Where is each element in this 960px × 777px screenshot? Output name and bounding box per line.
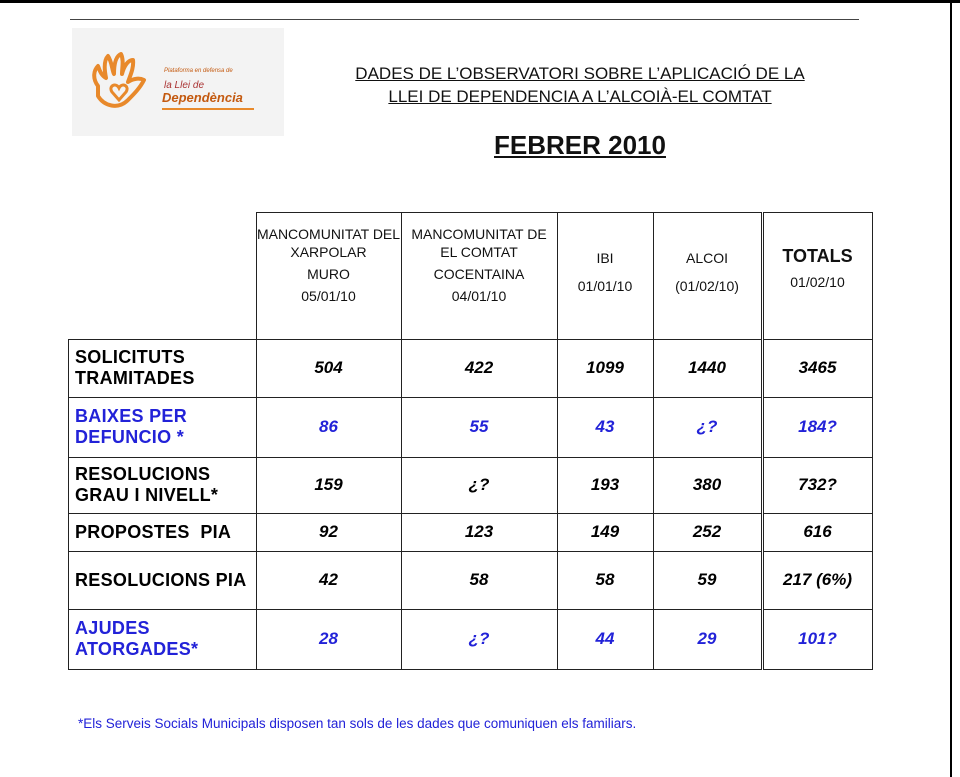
row-label: SOLICITUTS TRAMITADES <box>69 339 257 397</box>
column-header-comtat <box>401 213 557 340</box>
column-name: MANCOMUNITAT DEL XARPOLAR <box>256 226 401 260</box>
table-cell: 58 <box>401 551 557 609</box>
logo-tagline: Plataforma en defensa de <box>164 68 233 74</box>
table-cell: 1440 <box>653 339 762 397</box>
table-cell: 504 <box>256 339 401 397</box>
hands-heart-icon <box>88 48 158 118</box>
table-cell: 149 <box>557 513 653 551</box>
title-line-1: DADES DE L’OBSERVATORI SOBRE L’APLICACIÓ DE LA <box>355 64 805 83</box>
table-cell-total: 3465 <box>762 339 872 397</box>
row-label: AJUDES ATORGADES* <box>69 609 257 669</box>
table-row <box>69 339 873 397</box>
column-header-totals <box>762 213 872 340</box>
table-row <box>69 551 873 609</box>
column-town: COCENTAINA <box>433 266 525 282</box>
column-header-ibi <box>557 213 653 340</box>
table-row <box>69 457 873 513</box>
header-rule <box>70 19 859 20</box>
column-name: IBI <box>596 250 614 266</box>
table-cell-total: 732? <box>762 457 872 513</box>
table-cell: 28 <box>256 609 401 669</box>
table-cell: 380 <box>653 457 762 513</box>
column-date: 01/01/10 <box>577 278 633 294</box>
row-label: RESOLUCIONS PIA <box>69 551 257 609</box>
table-cell: 44 <box>557 609 653 669</box>
table-cell: 55 <box>401 397 557 457</box>
title-line-2: LLEI DE DEPENDENCIA A L’ALCOIÀ-EL COMTAT <box>388 87 772 106</box>
frame-top-border <box>0 0 960 3</box>
table-cell: ¿? <box>401 457 557 513</box>
table-cell-total: 616 <box>762 513 872 551</box>
header-row <box>69 213 873 340</box>
data-table <box>68 212 873 670</box>
table-cell: 193 <box>557 457 653 513</box>
table-cell: 86 <box>256 397 401 457</box>
column-date: 04/01/10 <box>451 288 507 304</box>
column-town: MURO <box>307 266 350 282</box>
table-cell: 58 <box>557 551 653 609</box>
table-cell: 123 <box>401 513 557 551</box>
empty-corner-cell <box>69 213 257 340</box>
table-cell: 159 <box>256 457 401 513</box>
document-title <box>300 62 860 108</box>
logo <box>72 28 284 136</box>
column-date: 01/02/10 <box>790 274 845 290</box>
row-label: PROPOSTES PIA <box>69 513 257 551</box>
table-cell-total: 101? <box>762 609 872 669</box>
table-cell: 92 <box>256 513 401 551</box>
row-label: BAIXES PER DEFUNCIO * <box>69 397 257 457</box>
table-cell: 422 <box>401 339 557 397</box>
logo-la-text: la Llei de <box>164 80 205 91</box>
month-heading: FEBRER 2010 <box>494 130 666 160</box>
table-cell: 1099 <box>557 339 653 397</box>
column-name: MANCOMUNITAT DE EL COMTAT <box>411 226 547 260</box>
table-cell: 252 <box>653 513 762 551</box>
logo-underline <box>162 108 254 110</box>
column-date: 05/01/10 <box>301 288 356 304</box>
column-name: TOTALS <box>782 246 853 266</box>
row-label: RESOLUCIONS GRAU I NIVELL* <box>69 457 257 513</box>
table-cell: 29 <box>653 609 762 669</box>
column-date: (01/02/10) <box>675 278 739 294</box>
table-cell: ¿? <box>401 609 557 669</box>
table-cell: 59 <box>653 551 762 609</box>
table-cell-total: 184? <box>762 397 872 457</box>
table-cell-total: 217 (6%) <box>762 551 872 609</box>
logo-name: Dependència <box>162 90 243 105</box>
column-name: ALCOI <box>685 250 728 266</box>
table-cell: 42 <box>256 551 401 609</box>
table-row <box>69 609 873 669</box>
column-header-xarpolar <box>256 213 401 340</box>
table-cell: ¿? <box>653 397 762 457</box>
table-cell: 43 <box>557 397 653 457</box>
table-row <box>69 513 873 551</box>
column-header-alcoi <box>653 213 762 340</box>
frame-right-border <box>950 0 952 777</box>
table-row <box>69 397 873 457</box>
footnote: *Els Serveis Socials Municipals disposen tan sols de les dades que comuniquen els familiars. <box>78 716 637 731</box>
